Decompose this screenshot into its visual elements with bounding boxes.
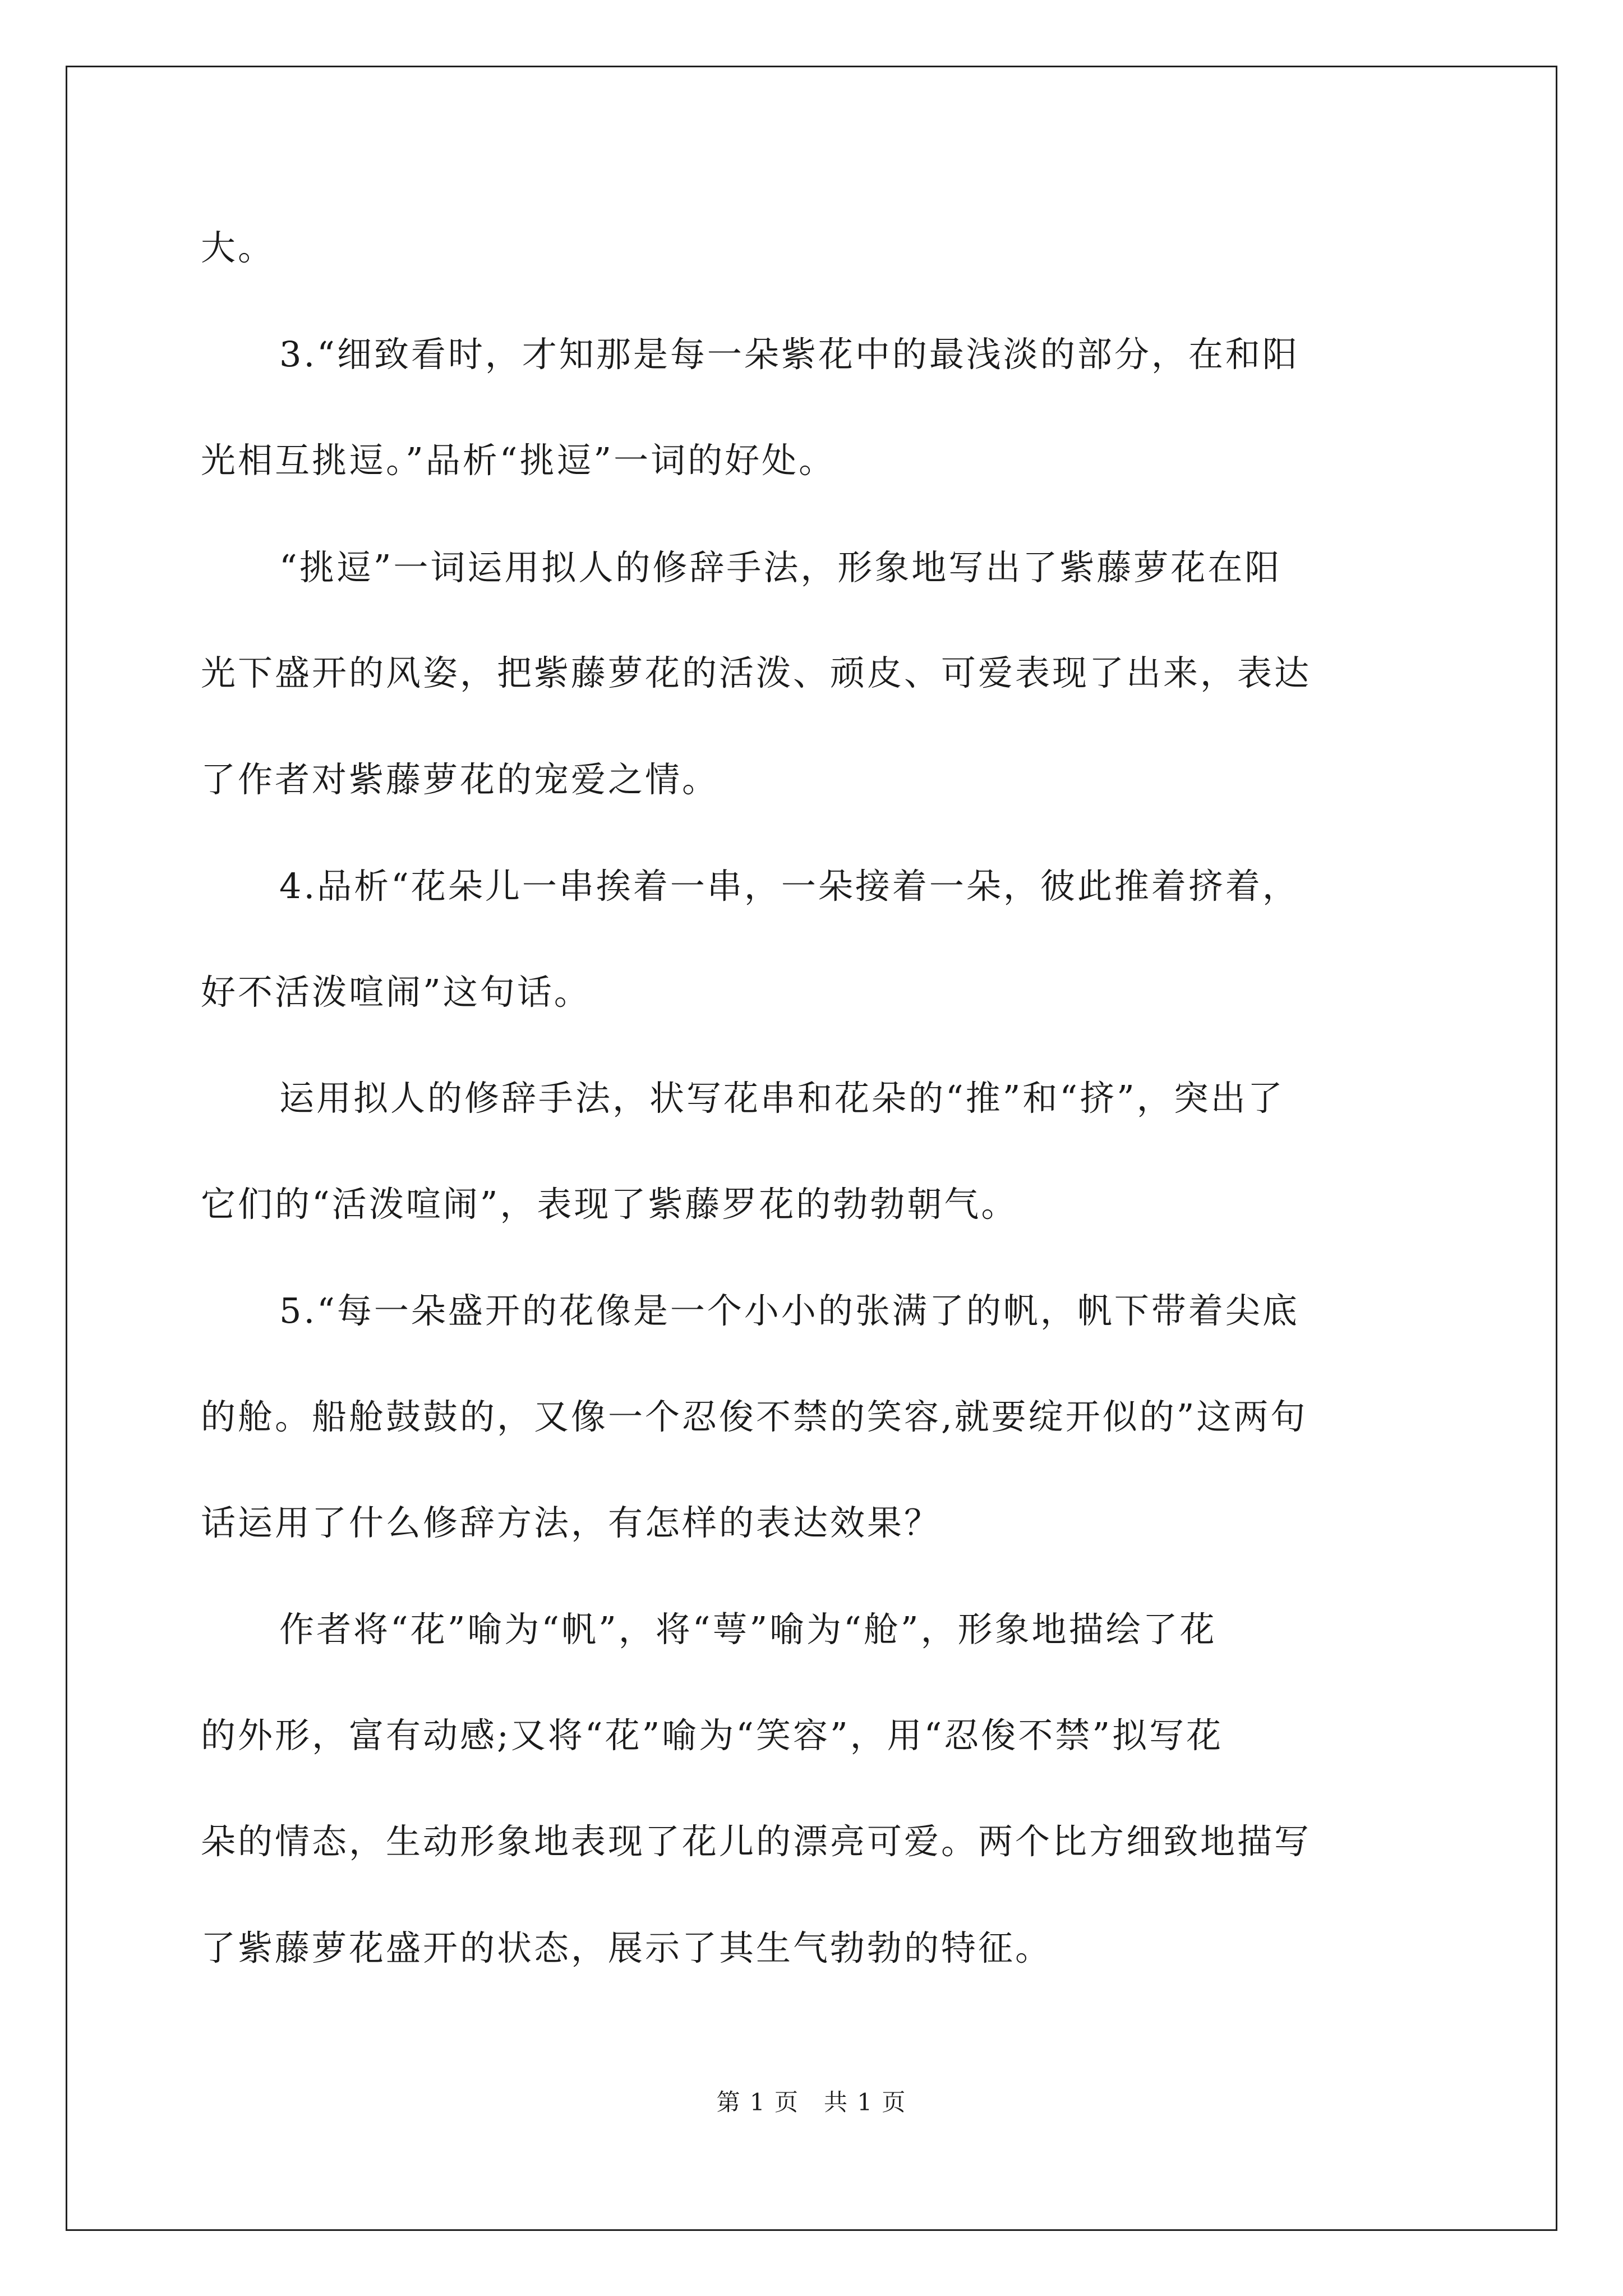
text-line-8: 好不活泼喧闹”这句话。 xyxy=(201,972,591,1013)
text-line-2: 3.“细致看时，才知那是每一朵紫花中的最浅淡的部分，在和阳 xyxy=(279,334,1299,375)
text-line-9: 运用拟人的修辞手法，状写花串和花朵的“推”和“挤”，突出了 xyxy=(279,1078,1285,1119)
page-border xyxy=(66,66,1557,2231)
text-line-10: 它们的“活泼喧闹”，表现了紫藤罗花的勃勃朝气。 xyxy=(201,1184,1018,1225)
text-line-1: 大。 xyxy=(201,227,275,268)
text-line-16: 朵的情态，生动形象地表现了花儿的漂亮可爱。两个比方细致地描写 xyxy=(201,1821,1312,1862)
text-line-5: 光下盛开的风姿，把紫藤萝花的活泼、顽皮、可爱表现了出来，表达 xyxy=(201,652,1312,693)
text-line-3: 光相互挑逗。”品析“挑逗”一词的好处。 xyxy=(201,440,836,481)
text-line-13: 话运用了什么修辞方法，有怎样的表达效果？ xyxy=(201,1502,942,1543)
text-line-7: 4.品析“花朵儿一串挨着一串，一朵接着一朵，彼此推着挤着， xyxy=(279,866,1299,907)
text-line-11: 5.“每一朵盛开的花像是一个小小的张满了的帆，帆下带着尖底 xyxy=(279,1290,1299,1331)
text-line-15: 的外形，富有动感;又将“花”喻为“笑容”，用“忍俊不禁”拟写花 xyxy=(201,1715,1224,1756)
text-line-14: 作者将“花”喻为“帆”，将“萼”喻为“舱”，形象地描绘了花 xyxy=(279,1609,1217,1650)
text-line-12: 的舱。船舱鼓鼓的，又像一个忍俊不禁的笑容,就要绽开似的”这两句 xyxy=(201,1396,1308,1437)
text-line-6: 了作者对紫藤萝花的宠爱之情。 xyxy=(201,759,720,800)
text-line-4: “挑逗”一词运用拟人的修辞手法，形象地写出了紫藤萝花在阳 xyxy=(279,547,1282,588)
text-line-17: 了紫藤萝花盛开的状态，展示了其生气勃勃的特征。 xyxy=(201,1927,1053,1968)
page-number-footer: 第 1 页 共 1 页 xyxy=(716,2088,907,2116)
